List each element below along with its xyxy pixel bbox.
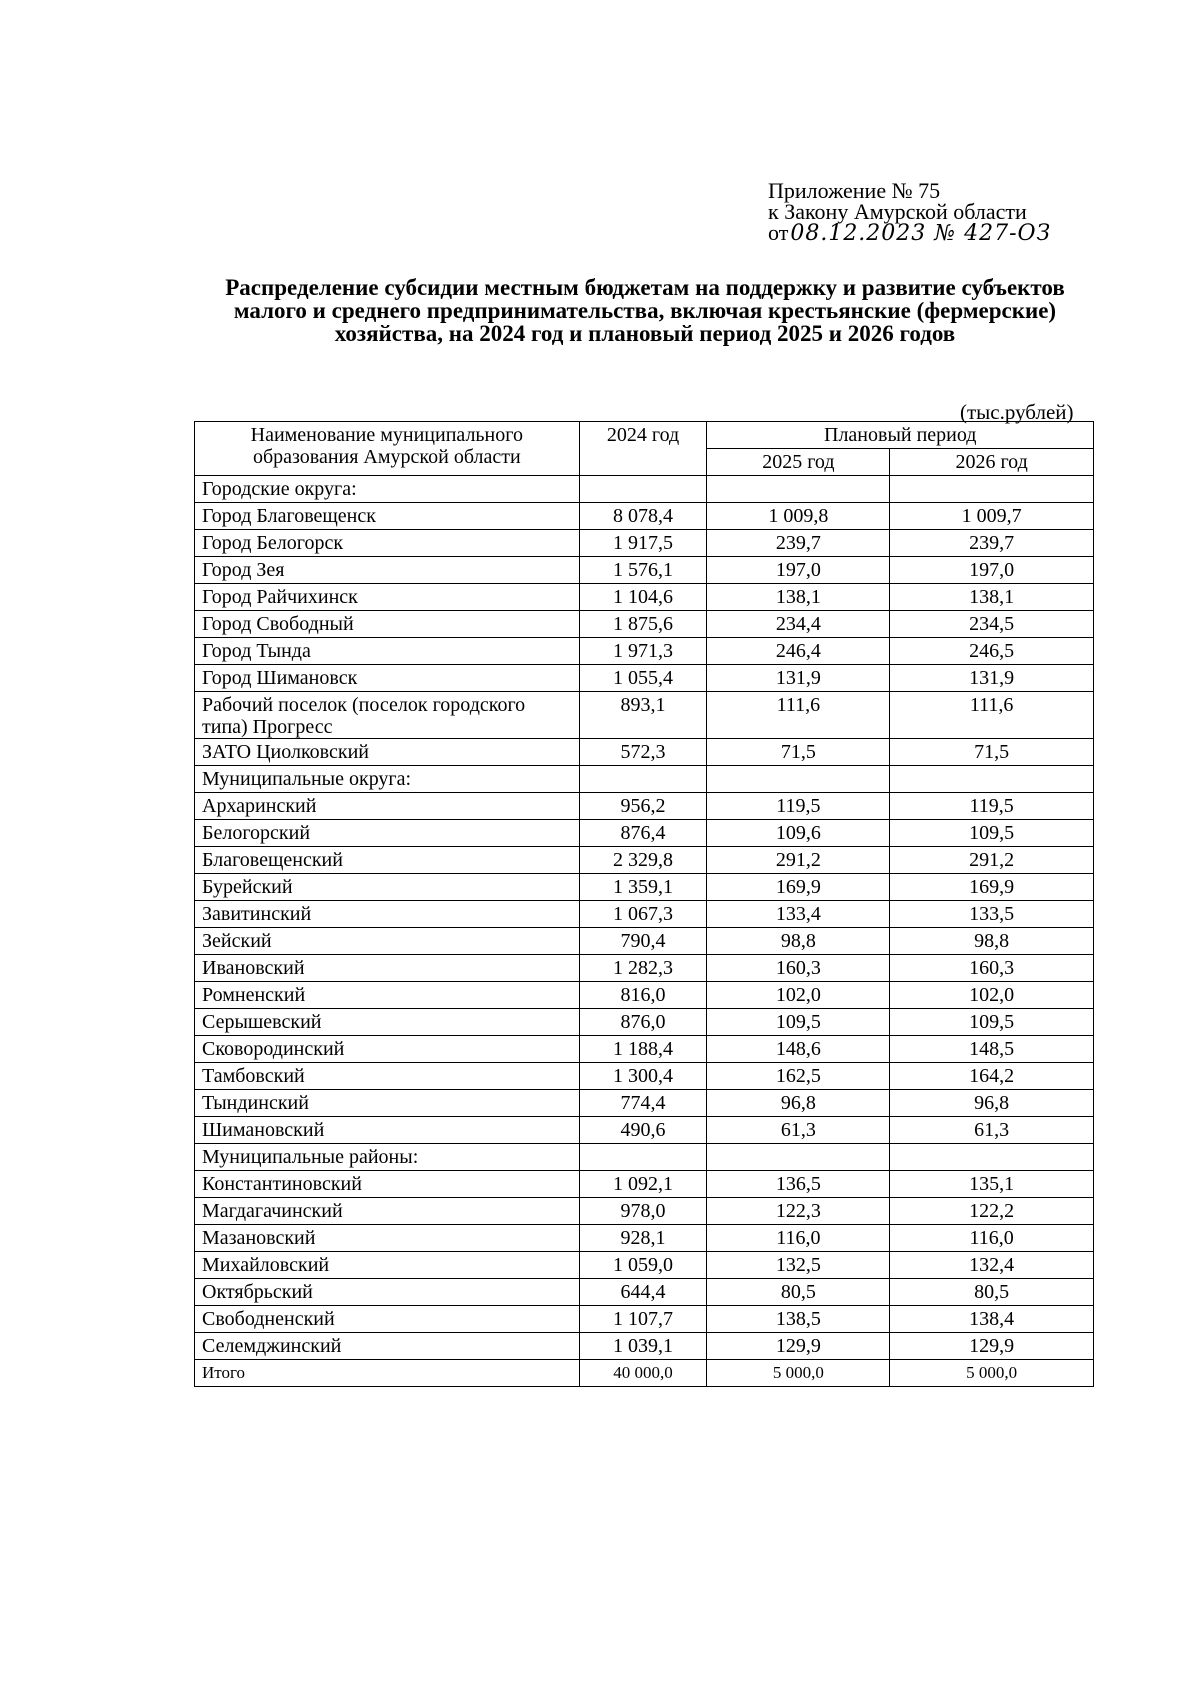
value-2025: 98,8 — [707, 928, 890, 955]
value-2024: 1 917,5 — [579, 530, 707, 557]
empty-cell — [890, 766, 1094, 793]
municipality-name: Белогорский — [195, 820, 580, 847]
section-title: Городские округа: — [195, 476, 580, 503]
value-2026: 234,5 — [890, 611, 1094, 638]
municipality-name: Тамбовский — [195, 1063, 580, 1090]
value-2025: 80,5 — [707, 1279, 890, 1306]
header-name-line1: Наименование муниципального — [250, 424, 523, 446]
value-2026: 119,5 — [890, 793, 1094, 820]
table-row — [195, 874, 1094, 901]
municipality-name: Город Белогорск — [195, 530, 580, 557]
value-2024: 644,4 — [579, 1279, 707, 1306]
empty-cell — [707, 1144, 890, 1171]
municipality-name: Сковородинский — [195, 1036, 580, 1063]
header-name — [195, 422, 580, 476]
appendix-date-line — [768, 222, 1168, 244]
value-2026: 109,5 — [890, 1009, 1094, 1036]
value-2025: 246,4 — [707, 638, 890, 665]
municipality-name: Тындинский — [195, 1090, 580, 1117]
table-row — [195, 820, 1094, 847]
value-2024: 978,0 — [579, 1198, 707, 1225]
value-2024: 1 039,1 — [579, 1333, 707, 1360]
municipality-name: Ромненский — [195, 982, 580, 1009]
table-row — [195, 955, 1094, 982]
table-row — [195, 739, 1094, 766]
municipality-name: Зейский — [195, 928, 580, 955]
total-label: Итого — [195, 1360, 580, 1387]
value-2025: 111,6 — [707, 692, 890, 739]
subsidy-table — [194, 421, 1094, 1387]
table-row — [195, 530, 1094, 557]
header-2024: 2024 год — [579, 422, 707, 476]
total-2026: 5 000,0 — [890, 1360, 1094, 1387]
value-2026: 1 009,7 — [890, 503, 1094, 530]
section-title: Муниципальные районы: — [195, 1144, 580, 1171]
table-row — [195, 611, 1094, 638]
table-row — [195, 665, 1094, 692]
value-2024: 1 188,4 — [579, 1036, 707, 1063]
value-2026: 122,2 — [890, 1198, 1094, 1225]
municipality-name: ЗАТО Циолковский — [195, 739, 580, 766]
municipality-name: Шимановский — [195, 1117, 580, 1144]
value-2025: 138,5 — [707, 1306, 890, 1333]
value-2024: 1 059,0 — [579, 1252, 707, 1279]
empty-cell — [890, 1144, 1094, 1171]
value-2026: 169,9 — [890, 874, 1094, 901]
value-2025: 61,3 — [707, 1117, 890, 1144]
municipality-name: Магдагачинский — [195, 1198, 580, 1225]
value-2026: 291,2 — [890, 847, 1094, 874]
municipality-name: Город Шимановск — [195, 665, 580, 692]
table-row — [195, 901, 1094, 928]
table-header-row — [195, 422, 1094, 449]
value-2026: 138,1 — [890, 584, 1094, 611]
table-row — [195, 793, 1094, 820]
value-2025: 136,5 — [707, 1171, 890, 1198]
value-2024: 1 971,3 — [579, 638, 707, 665]
table-row — [195, 1036, 1094, 1063]
table-row — [195, 584, 1094, 611]
appendix-block — [768, 180, 1168, 244]
value-2026: 135,1 — [890, 1171, 1094, 1198]
appendix-law: к Закону Амурской области — [768, 199, 1027, 224]
value-2026: 160,3 — [890, 955, 1094, 982]
table-row — [195, 557, 1094, 584]
municipality-name: Михайловский — [195, 1252, 580, 1279]
value-2026: 98,8 — [890, 928, 1094, 955]
municipality-name: Город Райчихинск — [195, 584, 580, 611]
municipality-name: Бурейский — [195, 874, 580, 901]
value-2024: 490,6 — [579, 1117, 707, 1144]
value-2024: 1 282,3 — [579, 955, 707, 982]
municipality-name: Город Зея — [195, 557, 580, 584]
value-2025: 131,9 — [707, 665, 890, 692]
municipality-name: Константиновский — [195, 1171, 580, 1198]
value-2024: 2 329,8 — [579, 847, 707, 874]
total-2024: 40 000,0 — [579, 1360, 707, 1387]
value-2024: 1 104,6 — [579, 584, 707, 611]
value-2024: 893,1 — [579, 692, 707, 739]
value-2025: 129,9 — [707, 1333, 890, 1360]
value-2024: 1 875,6 — [579, 611, 707, 638]
value-2026: 138,4 — [890, 1306, 1094, 1333]
value-2024: 1 107,7 — [579, 1306, 707, 1333]
value-2024: 790,4 — [579, 928, 707, 955]
empty-cell — [579, 476, 707, 503]
municipality-name: Город Благовещенск — [195, 503, 580, 530]
value-2025: 138,1 — [707, 584, 890, 611]
value-2025: 102,0 — [707, 982, 890, 1009]
table-row — [195, 1198, 1094, 1225]
empty-cell — [579, 766, 707, 793]
value-2025: 1 009,8 — [707, 503, 890, 530]
empty-cell — [707, 476, 890, 503]
table-row — [195, 1009, 1094, 1036]
municipality-name: Город Свободный — [195, 611, 580, 638]
table-row — [195, 928, 1094, 955]
empty-cell — [579, 1144, 707, 1171]
section-title: Муниципальные округа: — [195, 766, 580, 793]
value-2024: 1 300,4 — [579, 1063, 707, 1090]
municipality-name: Архаринский — [195, 793, 580, 820]
municipality-name: Город Тында — [195, 638, 580, 665]
unit-label: (тыс.рублей) — [960, 400, 1074, 424]
value-2024: 774,4 — [579, 1090, 707, 1117]
value-2024: 572,3 — [579, 739, 707, 766]
table-row — [195, 1171, 1094, 1198]
value-2026: 71,5 — [890, 739, 1094, 766]
section-row — [195, 1144, 1094, 1171]
municipality-name: Мазановский — [195, 1225, 580, 1252]
table-row — [195, 1279, 1094, 1306]
table-row — [195, 1252, 1094, 1279]
value-2024: 8 078,4 — [579, 503, 707, 530]
value-2025: 71,5 — [707, 739, 890, 766]
value-2026: 132,4 — [890, 1252, 1094, 1279]
value-2025: 148,6 — [707, 1036, 890, 1063]
municipality-name: Ивановский — [195, 955, 580, 982]
municipality-name: Серышевский — [195, 1009, 580, 1036]
table-row — [195, 1117, 1094, 1144]
value-2024: 1 055,4 — [579, 665, 707, 692]
value-2025: 169,9 — [707, 874, 890, 901]
municipality-name: Октябрьский — [195, 1279, 580, 1306]
value-2025: 234,4 — [707, 611, 890, 638]
municipality-name: Завитинский — [195, 901, 580, 928]
value-2026: 239,7 — [890, 530, 1094, 557]
value-2025: 132,5 — [707, 1252, 890, 1279]
header-2026: 2026 год — [890, 449, 1094, 476]
value-2026: 109,5 — [890, 820, 1094, 847]
value-2024: 928,1 — [579, 1225, 707, 1252]
table-row — [195, 1063, 1094, 1090]
value-2025: 291,2 — [707, 847, 890, 874]
appendix-number: Приложение № 75 — [768, 178, 941, 203]
header-2025: 2025 год — [707, 449, 890, 476]
value-2025: 160,3 — [707, 955, 890, 982]
value-2026: 131,9 — [890, 665, 1094, 692]
value-2025: 116,0 — [707, 1225, 890, 1252]
value-2026: 164,2 — [890, 1063, 1094, 1090]
value-2025: 96,8 — [707, 1090, 890, 1117]
value-2026: 96,8 — [890, 1090, 1094, 1117]
value-2024: 876,0 — [579, 1009, 707, 1036]
municipality-name: Селемджинский — [195, 1333, 580, 1360]
value-2026: 133,5 — [890, 901, 1094, 928]
table-row — [195, 1333, 1094, 1360]
value-2025: 109,5 — [707, 1009, 890, 1036]
table-row — [195, 1090, 1094, 1117]
value-2026: 102,0 — [890, 982, 1094, 1009]
handwritten-date-number: 08.12.2023 № 427-ОЗ — [790, 221, 1052, 246]
value-2026: 80,5 — [890, 1279, 1094, 1306]
table-row — [195, 847, 1094, 874]
value-2025: 197,0 — [707, 557, 890, 584]
header-name-line2: образования Амурской области — [252, 446, 521, 468]
municipality-name: Свободненский — [195, 1306, 580, 1333]
total-row — [195, 1360, 1094, 1387]
value-2026: 61,3 — [890, 1117, 1094, 1144]
empty-cell — [890, 476, 1094, 503]
value-2025: 122,3 — [707, 1198, 890, 1225]
table-row — [195, 503, 1094, 530]
value-2025: 119,5 — [707, 793, 890, 820]
value-2026: 111,6 — [890, 692, 1094, 739]
header-plan-period: Плановый период — [707, 422, 1094, 449]
value-2025: 162,5 — [707, 1063, 890, 1090]
value-2024: 1 092,1 — [579, 1171, 707, 1198]
municipality-name: Рабочий поселок (поселок городского типа) Прогресс — [195, 692, 580, 739]
table-row — [195, 1225, 1094, 1252]
value-2025: 133,4 — [707, 901, 890, 928]
total-2025: 5 000,0 — [707, 1360, 890, 1387]
value-2024: 956,2 — [579, 793, 707, 820]
section-row — [195, 766, 1094, 793]
table-row — [195, 982, 1094, 1009]
value-2026: 116,0 — [890, 1225, 1094, 1252]
value-2025: 239,7 — [707, 530, 890, 557]
table-row — [195, 638, 1094, 665]
value-2026: 197,0 — [890, 557, 1094, 584]
value-2025: 109,6 — [707, 820, 890, 847]
value-2024: 816,0 — [579, 982, 707, 1009]
table-row — [195, 1306, 1094, 1333]
appendix-date-prefix: от — [768, 220, 789, 245]
value-2026: 246,5 — [890, 638, 1094, 665]
table-body — [195, 476, 1094, 1387]
value-2024: 1 067,3 — [579, 901, 707, 928]
table-row — [195, 692, 1094, 739]
municipality-name: Благовещенский — [195, 847, 580, 874]
value-2024: 1 359,1 — [579, 874, 707, 901]
value-2024: 876,4 — [579, 820, 707, 847]
section-row — [195, 476, 1094, 503]
value-2026: 148,5 — [890, 1036, 1094, 1063]
value-2026: 129,9 — [890, 1333, 1094, 1360]
value-2024: 1 576,1 — [579, 557, 707, 584]
empty-cell — [707, 766, 890, 793]
document-title: Распределение субсидии местным бюджетам на поддержку и развитие субъектов малого и среднего предпринимательства, включая крестьянские (фермерские) хозяйства, на 2024 год и плановый период 2025 и 2026 годов — [225, 275, 1065, 346]
